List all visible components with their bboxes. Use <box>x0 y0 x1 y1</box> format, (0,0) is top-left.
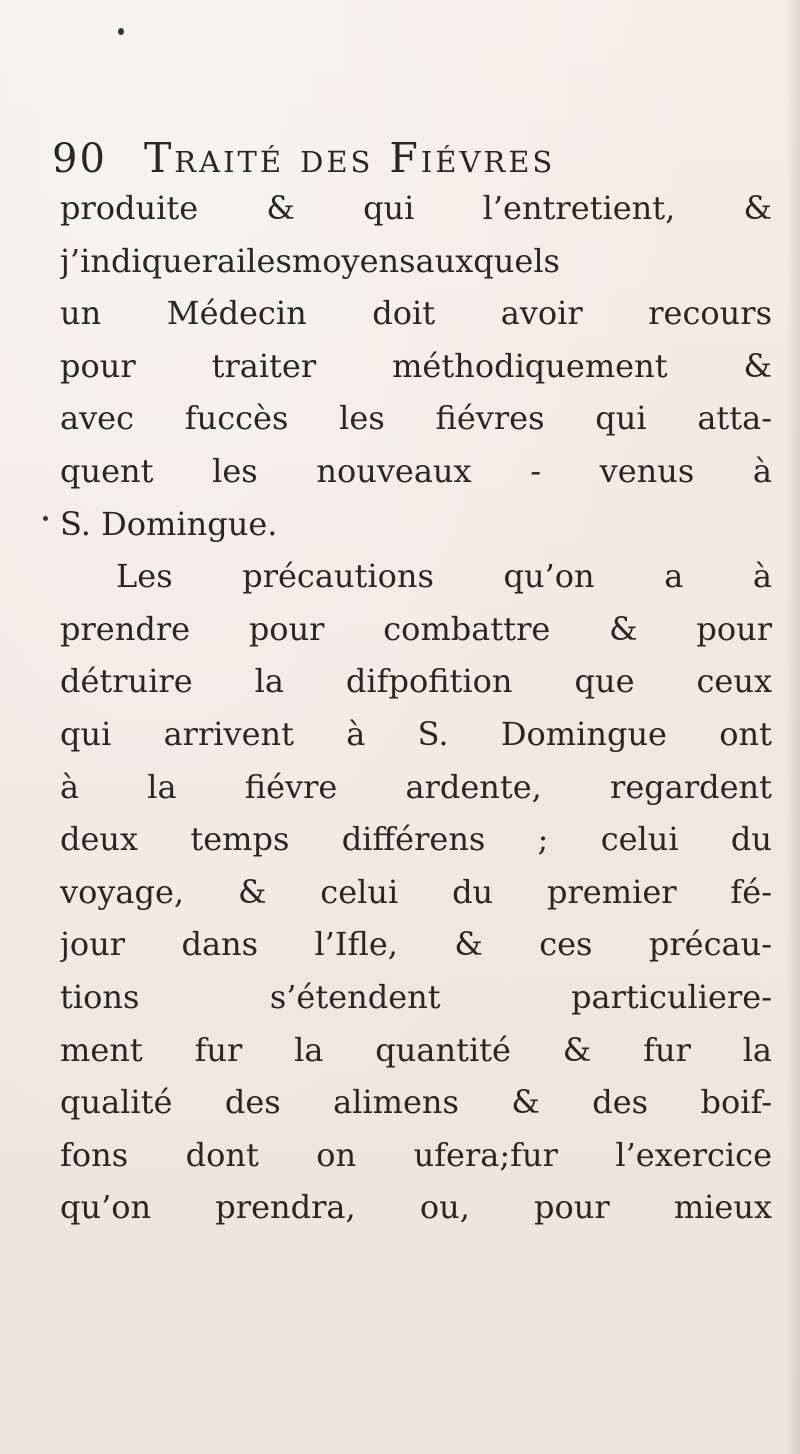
text-line: j’indiquerailesmoyensauxquels <box>60 241 560 280</box>
text-line: deux temps différens ; celui du <box>60 820 772 859</box>
body-text <box>60 182 772 1234</box>
text-line: qualité des alimens & des boif- <box>60 1083 772 1122</box>
page-number: 90 <box>52 136 107 182</box>
text-line: S. Domingue. <box>60 504 278 543</box>
text-line: prendre pour combattre & pour <box>60 609 772 648</box>
text-line: produite & qui l’entretient, & <box>60 189 772 227</box>
text-line: qui arrivent à S. Domingue ont <box>60 714 772 753</box>
text-line: à la fiévre ardente, regardent <box>60 767 772 806</box>
text-line: jour dans l’Ifle, & ces précau- <box>60 925 772 964</box>
text-line: détruire la difpofition que ceux <box>60 662 772 701</box>
text-line: ment fur la quantité & fur la <box>60 1030 772 1069</box>
text-line: pour traiter méthodiquement & <box>60 346 772 385</box>
running-title: Traité des Fiévres <box>143 134 556 182</box>
text-line: quent les nouveaux - venus à <box>60 451 772 490</box>
page-edge-shadow <box>786 0 800 1454</box>
ink-speck <box>118 28 124 35</box>
text-line: un Médecin doit avoir recours <box>60 294 772 333</box>
text-line: fons dont on ufera;fur l’exercice <box>60 1135 772 1174</box>
text-line: Les précautions qu’on a à <box>116 557 772 596</box>
ink-speck <box>43 516 48 521</box>
text-line: avec fuccès les fiévres qui atta- <box>60 399 772 438</box>
text-line: tions s’étendent particuliere- <box>60 977 772 1016</box>
text-line: qu’on prendra, ou, pour mieux <box>60 1188 772 1227</box>
page-header <box>52 128 772 188</box>
text-line: voyage, & celui du premier fé- <box>60 872 772 911</box>
